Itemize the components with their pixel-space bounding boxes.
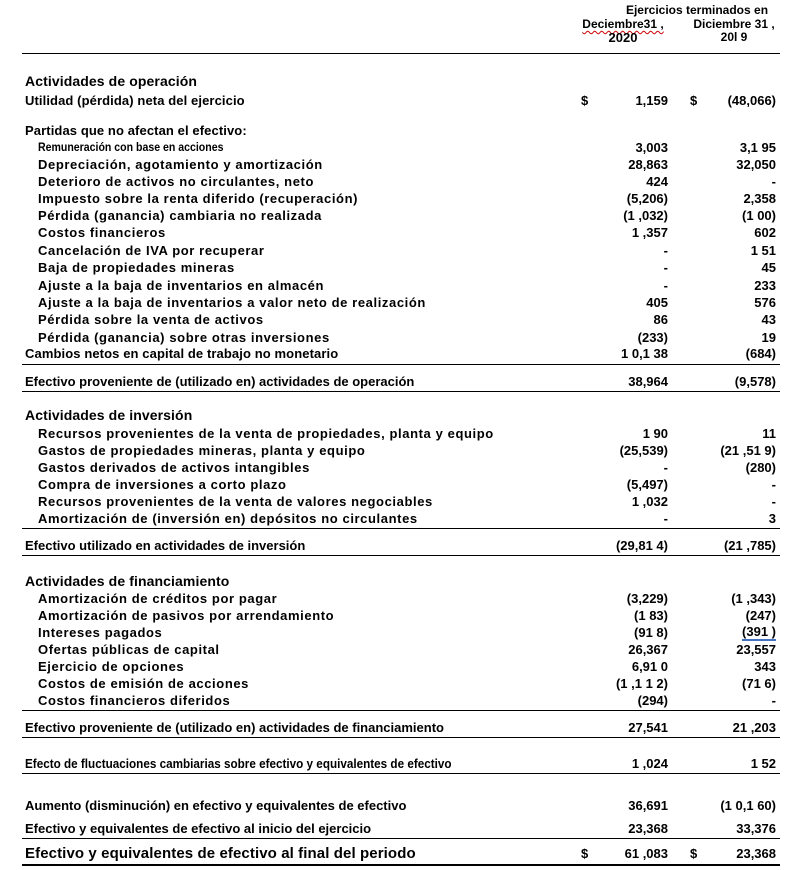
currency-symbol-2019: $: [690, 93, 698, 108]
divider: [22, 710, 780, 711]
value-2020: 1 ,032: [631, 494, 668, 509]
value-2020: (5,206): [626, 191, 668, 206]
row-label: Amortización de créditos por pagar: [38, 591, 278, 606]
header-divider: [22, 53, 780, 54]
value-2019: 3,1 95: [739, 140, 776, 155]
value-2020: (25,539): [619, 443, 668, 458]
row-label: Compra de inversiones a corto plazo: [38, 477, 287, 492]
row-label: Gastos de propiedades mineras, planta y equipo: [38, 443, 366, 458]
table-row-net-change: [0, 797, 794, 814]
table-row-investing-total: [0, 537, 794, 554]
value-2020: 36,691: [628, 798, 668, 813]
value-2019: (9,578): [734, 374, 776, 389]
table-row: [0, 207, 794, 224]
row-label: Efecto de fluctuaciones cambiarias sobre efectivo y equivalentes de efectivo: [25, 756, 452, 771]
table-row: [0, 590, 794, 607]
row-label: Costos de emisión de acciones: [38, 676, 250, 691]
currency-symbol-2020: $: [581, 93, 589, 108]
column-header-2020-line1: Deciembre31 ,: [582, 17, 664, 31]
value-2019: 43: [761, 312, 776, 327]
value-2019: (1 ,343): [731, 591, 776, 606]
final-divider: [22, 864, 780, 866]
table-row: [0, 624, 794, 641]
row-label: Efectivo proveniente de (utilizado en) actividades de operación: [25, 374, 415, 389]
value-2020: 1 90: [642, 426, 668, 441]
value-2019: 602: [754, 225, 776, 240]
currency-symbol-2019: $: [690, 846, 698, 861]
value-2020: 38,964: [628, 374, 668, 389]
row-label: Intereses pagados: [38, 625, 163, 640]
table-row: [0, 190, 794, 207]
table-row: [0, 173, 794, 190]
value-2020: (233): [637, 330, 668, 345]
column-header-2019: [684, 18, 784, 44]
value-2019: (48,066): [727, 93, 776, 108]
section-heading-label: Actividades de operación: [25, 73, 198, 89]
divider: [22, 391, 780, 392]
row-label: Costos financieros: [38, 225, 166, 240]
table-row: [0, 476, 794, 493]
subsection-label: Partidas que no afectan el efectivo:: [25, 123, 247, 138]
table-row-financing-total: [0, 719, 794, 736]
value-2020: (1 83): [634, 608, 668, 623]
value-2019: 19: [761, 330, 776, 345]
value-2020: 3,003: [635, 140, 668, 155]
table-row: [0, 658, 794, 675]
section-heading-investing: [0, 407, 794, 424]
value-2020: -: [663, 243, 668, 258]
row-label: Pérdida (ganancia) cambiaria no realizada: [38, 208, 322, 223]
value-2019: 21 ,203: [732, 720, 776, 735]
value-2019: -: [771, 477, 776, 492]
value-2020: 23,368: [628, 821, 668, 836]
table-row: [0, 459, 794, 476]
row-label: Recursos provenientes de la venta de propiedades, planta y equipo: [38, 426, 494, 441]
value-2019: 23,557: [736, 642, 776, 657]
divider: [22, 773, 780, 774]
value-2019: 1 51: [750, 243, 776, 258]
table-row: [0, 259, 794, 276]
row-label: Gastos derivados de activos intangibles: [38, 460, 310, 475]
currency-symbol-2020: $: [581, 846, 589, 861]
value-2020: 1 ,024: [631, 756, 668, 771]
value-2019: (684): [745, 346, 776, 361]
row-label: Amortización de (inversión en) depósitos no circulantes: [38, 511, 418, 526]
value-2020: 61 ,083: [624, 846, 668, 861]
value-2019: (1 00): [742, 208, 776, 223]
table-row-operating-total: [0, 373, 794, 390]
value-2019: 23,368: [736, 846, 776, 861]
table-row-beginning-cash: [0, 820, 794, 837]
value-2020: (5,497): [626, 477, 668, 492]
value-2020: 28,863: [628, 157, 668, 172]
value-2019: 33,376: [736, 821, 776, 836]
column-header-2019-line1: Diciembre 31 ,: [693, 17, 775, 31]
table-row: [0, 607, 794, 624]
value-2019: 576: [754, 295, 776, 310]
value-2020: (29,81 4): [615, 538, 668, 553]
value-2020: (294): [637, 693, 668, 708]
row-label: Cambios netos en capital de trabajo no monetario: [25, 346, 339, 361]
divider: [22, 555, 780, 556]
row-label: Baja de propiedades mineras: [38, 260, 235, 275]
row-label: Efectivo y equivalentes de efectivo al inicio del ejercicio: [25, 821, 372, 836]
value-2020: 424: [646, 174, 668, 189]
row-label: Recursos provenientes de la venta de valores negociables: [38, 494, 433, 509]
table-row: [0, 242, 794, 259]
value-2019: (21 ,51 9): [720, 443, 776, 458]
section-heading-financing: [0, 573, 794, 590]
table-row-net-income: [0, 92, 794, 109]
value-2019: (71 6): [742, 676, 776, 691]
value-2020: 6,91 0: [631, 659, 668, 674]
value-2019: -: [771, 174, 776, 189]
value-2019: 233: [754, 278, 776, 293]
table-row-ending-cash: [0, 845, 794, 862]
column-group-title: Ejercicios terminados en: [625, 3, 769, 17]
table-row: [0, 277, 794, 294]
row-label: Costos financieros diferidos: [38, 693, 231, 708]
section-heading-operating: [0, 73, 794, 90]
value-2019: (1 0,1 60): [720, 798, 776, 813]
value-2019: 1 52: [750, 756, 776, 771]
column-header-2020: [578, 18, 668, 45]
row-label: Remuneración con base en acciones: [38, 140, 224, 154]
table-row: [0, 311, 794, 328]
row-label: Efectivo y equivalentes de efectivo al final del periodo: [25, 845, 416, 862]
value-2020: 86: [653, 312, 668, 327]
table-row: [0, 675, 794, 692]
value-2020: -: [663, 260, 668, 275]
value-2019: 32,050: [736, 157, 776, 172]
table-row: [0, 156, 794, 173]
divider: [22, 528, 780, 529]
table-row: [0, 493, 794, 510]
value-2019: 45: [761, 260, 776, 275]
value-2019: 343: [754, 659, 776, 674]
table-row-fx-effect: [0, 755, 794, 772]
table-row: [0, 692, 794, 709]
row-label: Ajuste a la baja de inventarios en almacén: [38, 278, 325, 293]
value-2020: 1,159: [635, 93, 668, 108]
value-2020: -: [663, 460, 668, 475]
row-label: Ejercicio de opciones: [38, 659, 185, 674]
value-2019: 2,358: [743, 191, 776, 206]
row-label: Efectivo proveniente de (utilizado en) actividades de financiamiento: [25, 720, 444, 735]
value-2019: -: [771, 693, 776, 708]
row-label: Ofertas públicas de capital: [38, 642, 220, 657]
value-2020: -: [663, 511, 668, 526]
subsection-heading-noncash: [0, 122, 794, 139]
row-label: Pérdida (ganancia) sobre otras inversiones: [38, 330, 330, 345]
value-2019: (280): [745, 460, 776, 475]
value-2020: (1 ,1 1 2): [615, 676, 668, 691]
table-row: [0, 510, 794, 527]
value-2020: -: [663, 278, 668, 293]
table-row: [0, 329, 794, 346]
column-header-2019-year: 20l 9: [720, 30, 748, 44]
row-label: Amortización de pasivos por arrendamiento: [38, 608, 335, 623]
value-2020: (3,229): [626, 591, 668, 606]
value-2020: (1 ,032): [623, 208, 668, 223]
value-2019: (247): [745, 608, 776, 623]
section-heading-label: Actividades de inversión: [25, 407, 193, 423]
value-2019: -: [771, 494, 776, 509]
table-row: [0, 294, 794, 311]
value-2020: 27,541: [628, 720, 668, 735]
table-row: [0, 641, 794, 658]
row-label: Utilidad (pérdida) neta del ejercicio: [25, 93, 245, 108]
section-heading-label: Actividades de financiamiento: [25, 573, 230, 589]
row-label: Cancelación de IVA por recuperar: [38, 243, 265, 258]
column-header-2020-year: 2020: [608, 30, 638, 45]
divider: [22, 364, 780, 365]
value-2020: 26,367: [628, 642, 668, 657]
value-2019: (391 ): [742, 624, 776, 639]
row-label: Depreciación, agotamiento y amortización: [38, 157, 323, 172]
value-2020: 405: [646, 295, 668, 310]
table-row: [0, 224, 794, 241]
row-label: Aumento (disminución) en efectivo y equivalentes de efectivo: [25, 798, 407, 813]
value-2019: 11: [762, 426, 776, 441]
value-2020: (91 8): [634, 625, 668, 640]
table-row: [0, 425, 794, 442]
row-label: Efectivo utilizado en actividades de inversión: [25, 538, 306, 553]
value-2020: 1 ,357: [631, 225, 668, 240]
table-row: [0, 442, 794, 459]
divider: [22, 737, 780, 738]
value-2019: (21 ,785): [723, 538, 776, 553]
row-label: Impuesto sobre la renta diferido (recuperación): [38, 191, 359, 206]
row-label: Ajuste a la baja de inventarios a valor neto de realización: [38, 295, 426, 310]
row-label: Deterioro de activos no circulantes, neto: [38, 174, 314, 189]
table-row-working-capital: [0, 345, 794, 362]
table-row: [0, 139, 794, 156]
row-label: Pérdida sobre la venta de activos: [38, 312, 264, 327]
value-2019: 3: [768, 511, 776, 526]
value-2020: 1 0,1 38: [621, 346, 668, 361]
divider: [22, 838, 780, 839]
